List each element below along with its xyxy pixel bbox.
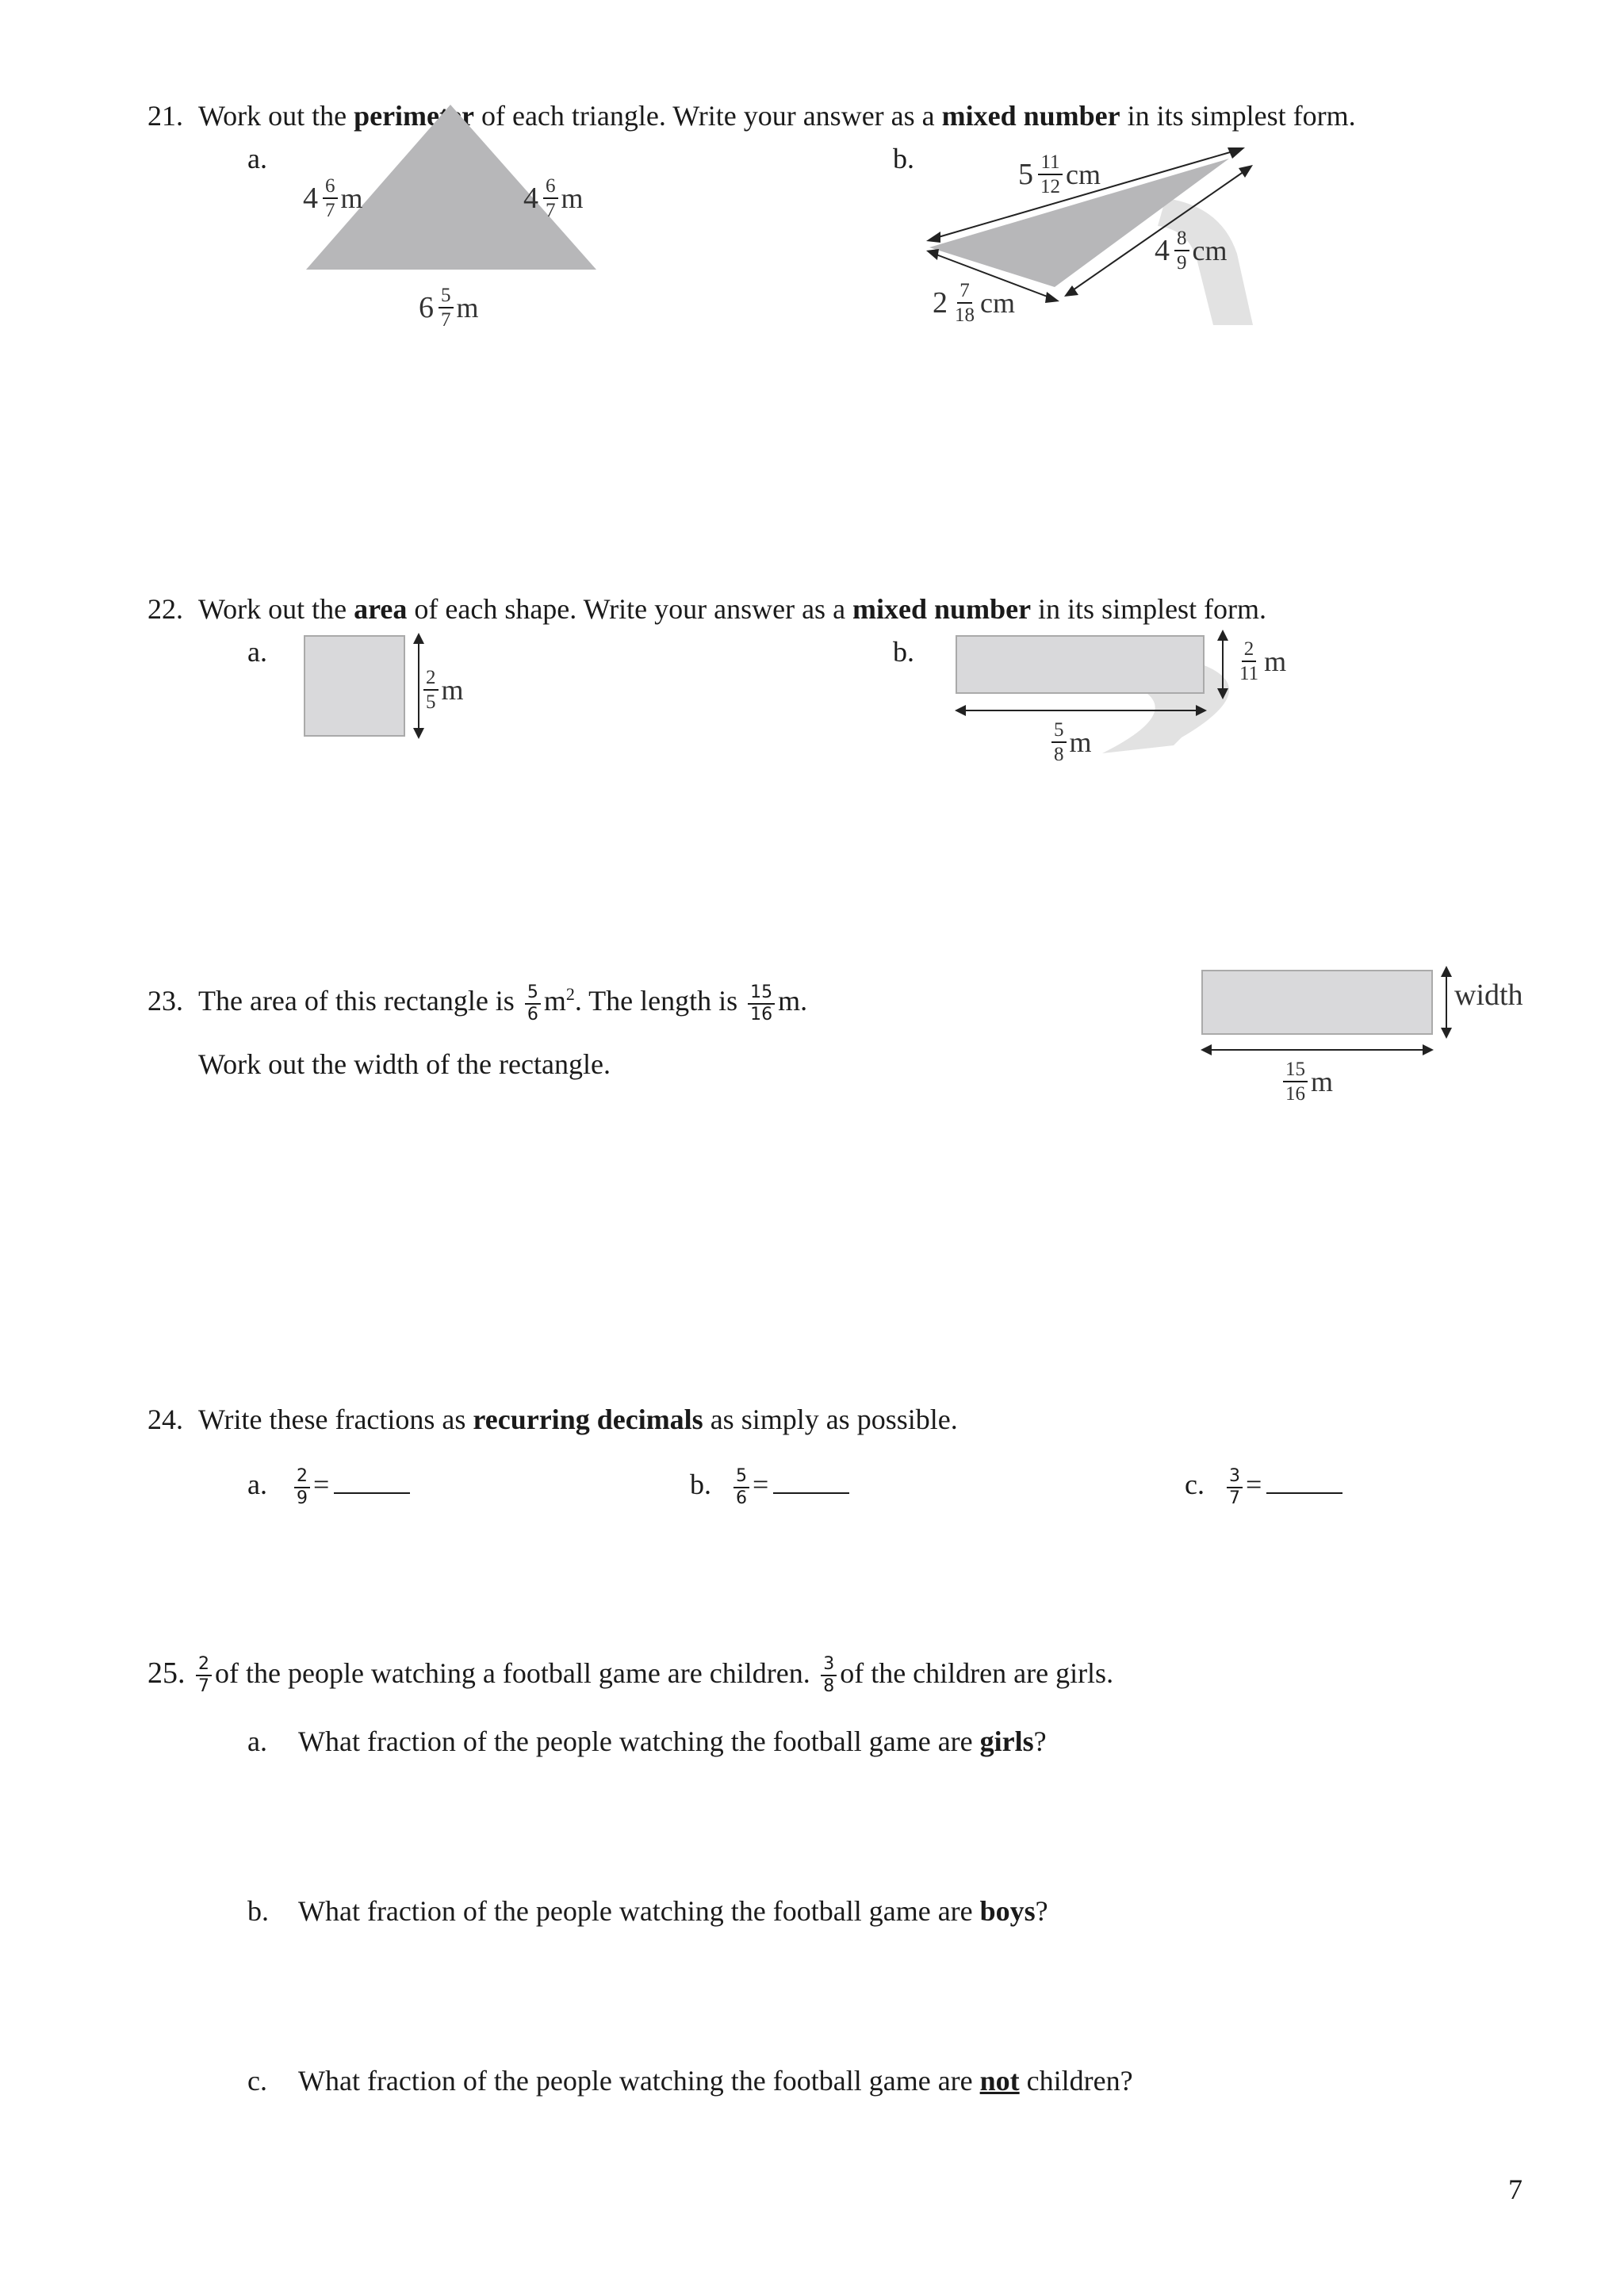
q22-prompt: 22. Work out the area of each shape. Write your answer as a mixed number in its simplest form.: [147, 593, 1267, 625]
q22-number: 22.: [147, 593, 183, 625]
q25c-question: c. What fraction of the people watching the football game are not children?: [247, 2065, 1133, 2097]
q22b-height-label: $\frac{2}{11}$ m: [1239, 638, 1287, 684]
q23-length-label: $\frac{15}{16}$ m: [1280, 1059, 1333, 1104]
q22b-label: b.: [893, 636, 914, 668]
q21b-right-side-label: 4 $\frac{8}{9}$ cm: [1155, 228, 1228, 274]
q24-prompt: 24. Write these fractions as recurring decimals as simply as possible.: [147, 1404, 958, 1435]
q24b-answer-blank[interactable]: [773, 1470, 849, 1494]
q21a-right-side-label: 4 $\frac{6}{7}$ m: [523, 175, 584, 221]
q24c-item: c. $\frac{3}{7}$ =: [1185, 1467, 1342, 1507]
q21b-bottom-side-label: 2 $\frac{7}{18}$ cm: [933, 280, 1015, 326]
q23-number: 23.: [147, 985, 183, 1017]
q23-rectangle: [1189, 964, 1459, 1059]
q24-number: 24.: [147, 1404, 183, 1435]
q23-area-fraction: $\frac{5}{6}$: [525, 984, 541, 1024]
q24b-item: b. $\frac{5}{6}$ =: [690, 1467, 849, 1507]
q25a-question: a. What fraction of the people watching the football game are girls?: [247, 1725, 1047, 1757]
q21-prompt: 21. Work out the perimeter of each triangle. Write your answer as a mixed number in its simplest form.: [147, 100, 1356, 132]
q23-length-fraction: $\frac{15}{16}$: [748, 984, 775, 1024]
q24a-item: a. $\frac{2}{9}$ =: [247, 1467, 410, 1507]
q23-instruction: Work out the width of the rectangle.: [198, 1048, 611, 1080]
page-number: 7: [1508, 2173, 1522, 2205]
q21b-label: b.: [893, 143, 914, 174]
q21a-left-side-label: 4 $\frac{6}{7}$ m: [303, 175, 363, 221]
q21a-base-label: 6 $\frac{5}{7}$ m: [419, 285, 479, 331]
q22b-length-label: $\frac{5}{8}$ m: [1048, 720, 1092, 764]
q25b-question: b. What fraction of the people watching the football game are boys?: [247, 1895, 1048, 1927]
q24a-answer-blank[interactable]: [334, 1470, 410, 1494]
q21a-label: a.: [247, 143, 267, 174]
q25-prompt: 25. $\frac{2}{7}$ of the people watching a football game are children. $\frac{3}{8}$ of the children are girls.: [147, 1654, 1114, 1697]
q23-width-label: width: [1454, 978, 1523, 1012]
q25-number: 25.: [147, 1656, 186, 1690]
q21b-top-side-label: 5 $\frac{11}{12}$ cm: [1018, 151, 1101, 197]
q21-number: 21.: [147, 100, 183, 132]
q22a-side-label: $\frac{2}{5}$ m: [420, 668, 464, 712]
q22a-label: a.: [247, 636, 267, 668]
q23-prompt: 23. The area of this rectangle is $\frac{5}{6}$ $m^2$. The length is $\frac{15}{16}$ m.: [147, 982, 808, 1024]
q22a-square: [301, 633, 436, 744]
q24c-answer-blank[interactable]: [1266, 1470, 1342, 1494]
q22b-rectangle: [944, 626, 1269, 761]
